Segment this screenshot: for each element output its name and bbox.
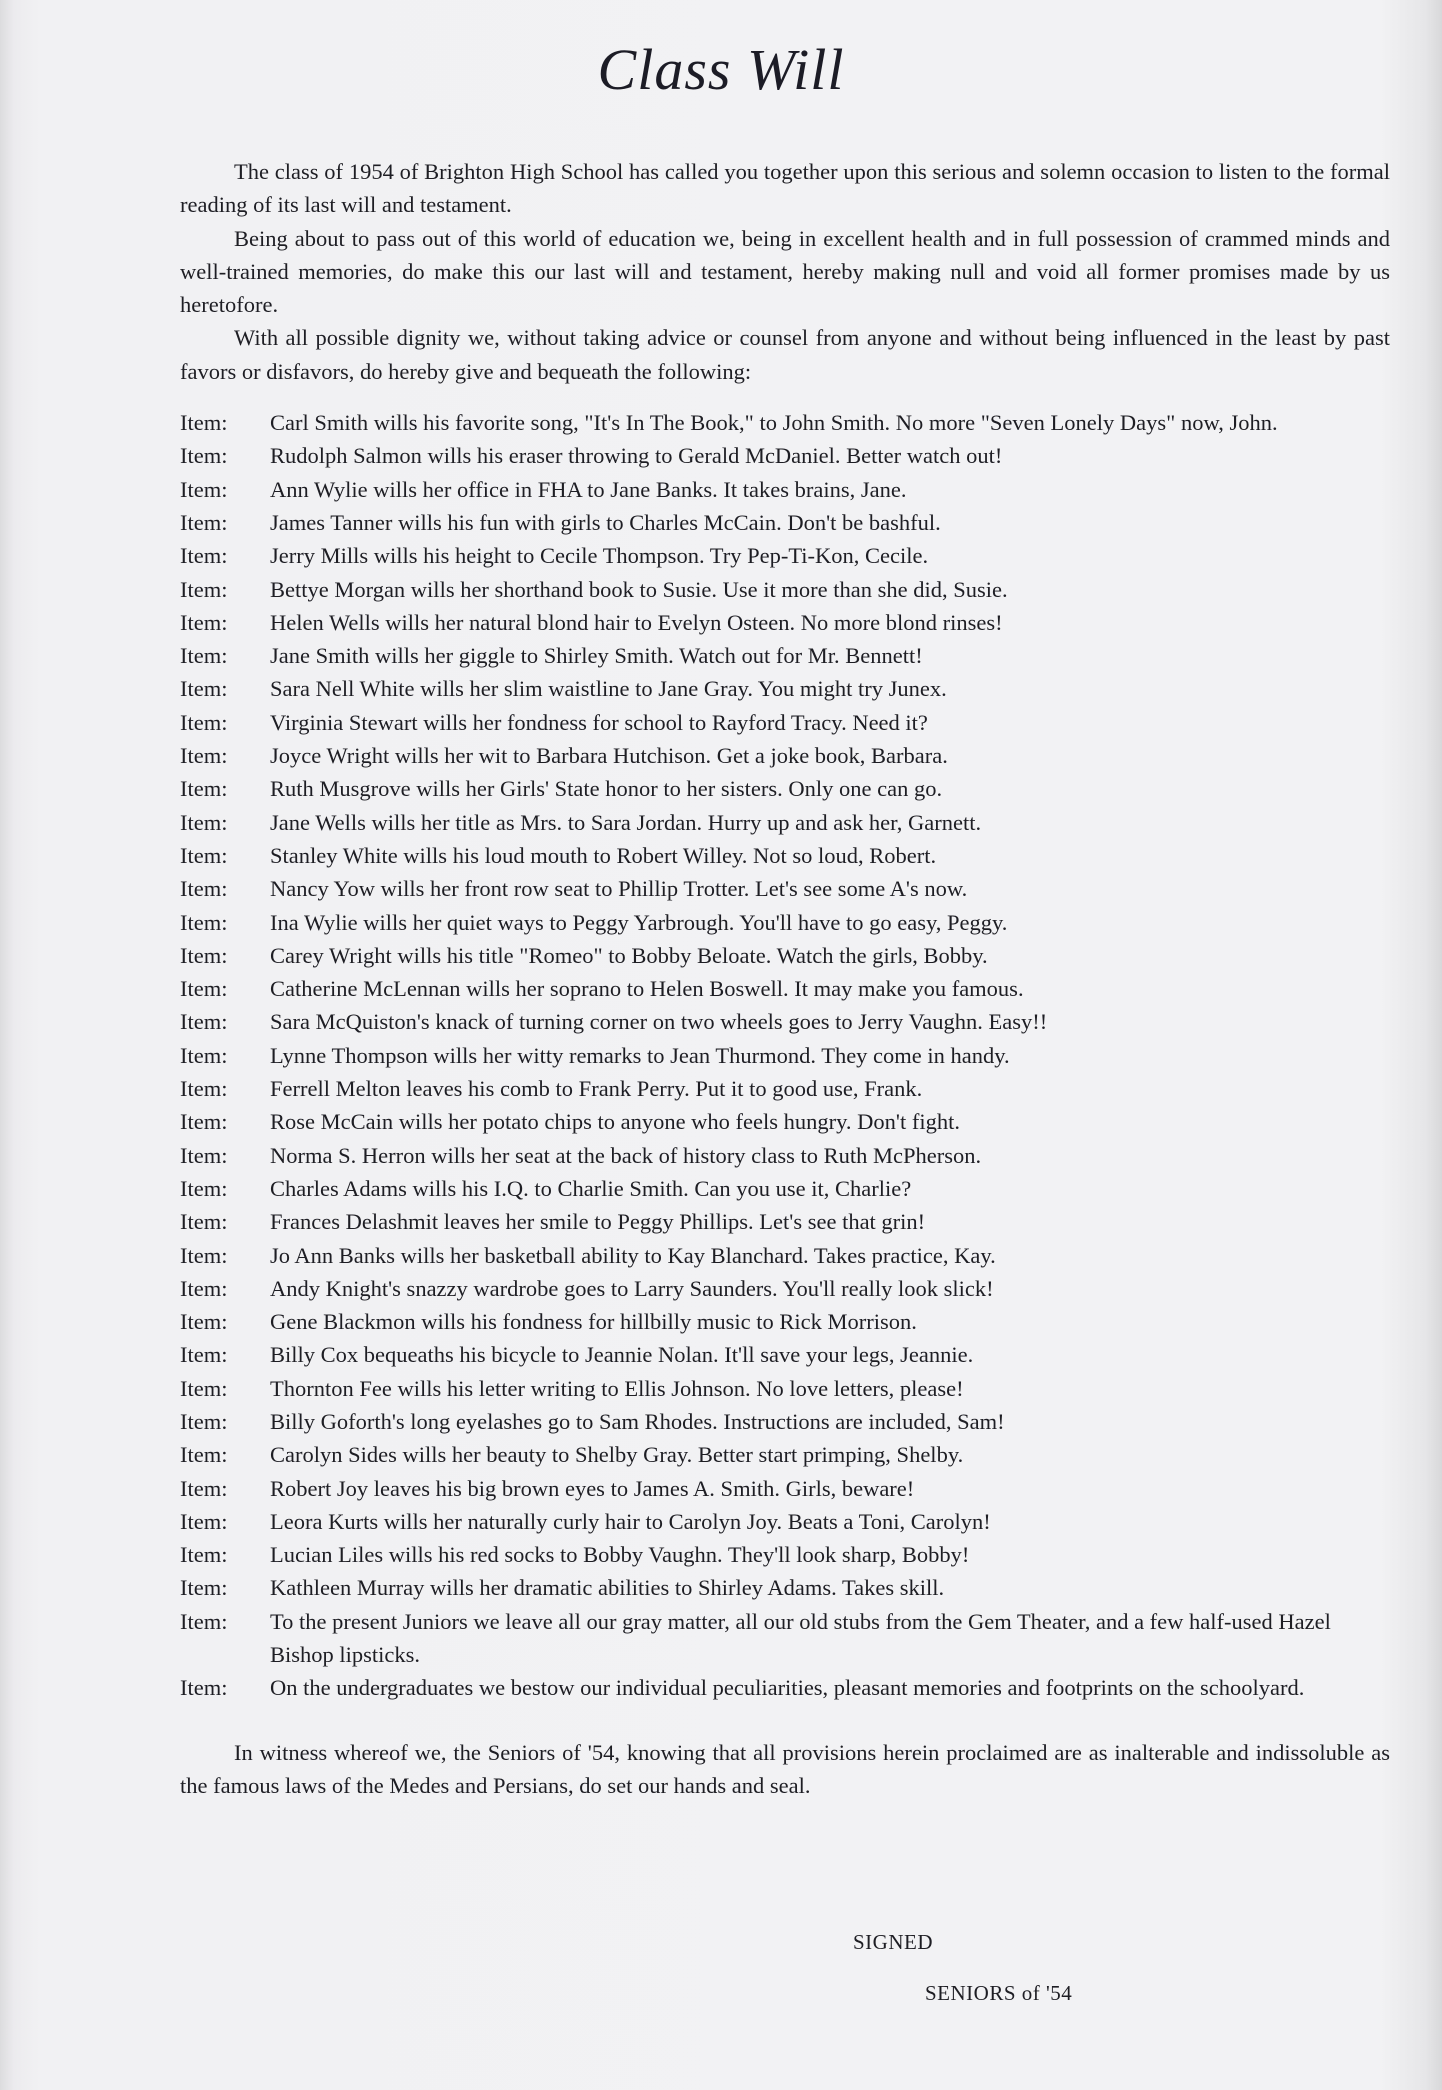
bequest-item [180,1072,1390,1105]
item-label: Item: [180,1076,228,1102]
item-label: Item: [180,643,228,669]
bequest-item [180,573,1390,606]
item-label: Item: [180,410,228,436]
bequest-item [180,1372,1390,1405]
item-label: Item: [180,1675,228,1701]
page-title: Class Will [597,37,845,102]
item-text: Stanley White wills his loud mouth to Robert Willey. Not so loud, Robert. [270,842,937,868]
bequest-item [180,506,1390,539]
bequest-item [180,672,1390,705]
bequest-item [180,1405,1390,1438]
item-text: Sara McQuiston's knack of turning corner on two wheels goes to Jerry Vaughn. Easy!! [270,1009,1048,1035]
item-text: Helen Wells wills her natural blond hair to Evelyn Osteen. No more blond rinses! [270,609,1003,635]
bequest-item [180,1239,1390,1272]
item-text: Norma S. Herron wills her seat at the back of history class to Ruth McPherson. [270,1142,982,1168]
bequest-item [180,1205,1390,1238]
bequest-item [180,1039,1390,1072]
item-text: Virginia Stewart wills her fondness for school to Rayford Tracy. Need it? [270,709,928,735]
intro-paragraph: The class of 1954 of Brighton High School has called you together upon this serious and solemn occasion to listen to the formal reading of its last will and testament. [180,159,1390,218]
bequest-item [180,772,1390,805]
bequest-item [180,906,1390,939]
item-text: Kathleen Murray wills her dramatic abilities to Shirley Adams. Takes skill. [270,1575,945,1601]
item-text: Rose McCain wills her potato chips to anyone who feels hungry. Don't fight. [270,1109,960,1135]
signed-label: SIGNED [853,1930,933,1954]
bequest-item [180,706,1390,739]
item-label: Item: [180,1408,228,1434]
bequest-item [180,1305,1390,1338]
item-text: Sara Nell White wills her slim waistline to Jane Gray. You might try Junex. [270,676,947,702]
item-label: Item: [180,576,228,602]
item-label: Item: [180,1109,228,1135]
item-text: Lynne Thompson wills her witty remarks to Jean Thurmond. They come in handy. [270,1042,1010,1068]
bequest-item [180,839,1390,872]
item-label: Item: [180,1608,228,1634]
document-body [180,155,1390,1802]
bequest-item [180,1272,1390,1305]
bequest-item [180,939,1390,972]
item-label: Item: [180,809,228,835]
item-text: Joyce Wright wills her wit to Barbara Hutchison. Get a joke book, Barbara. [270,743,948,769]
item-text: Carl Smith wills his favorite song, "It's In The Book," to John Smith. No more "Seven Lonely Days" now, John. [270,410,1278,436]
item-label: Item: [180,1275,228,1301]
bequest-item [180,1505,1390,1538]
item-text: Ann Wylie wills her office in FHA to Jane Banks. It takes brains, Jane. [270,476,907,502]
item-label: Item: [180,1508,228,1534]
item-text: Lucian Liles wills his red socks to Bobby Vaughn. They'll look sharp, Bobby! [270,1542,970,1568]
item-text: Leora Kurts wills her naturally curly hair to Carolyn Joy. Beats a Toni, Carolyn! [270,1508,991,1534]
item-text: Jo Ann Banks wills her basketball ability to Kay Blanchard. Takes practice, Kay. [270,1242,996,1268]
item-label: Item: [180,1575,228,1601]
signature: SENIORS of '54 [925,1981,1073,2005]
item-text: Ina Wylie wills her quiet ways to Peggy Yarbrough. You'll have to go easy, Peggy. [270,909,1008,935]
bequest-item [180,1172,1390,1205]
bequest-item [180,539,1390,572]
item-label: Item: [180,1175,228,1201]
item-label: Item: [180,1542,228,1568]
item-label: Item: [180,743,228,769]
item-text: Nancy Yow wills her front row seat to Phillip Trotter. Let's see some A's now. [270,876,968,902]
item-label: Item: [180,443,228,469]
item-text: Jerry Mills wills his height to Cecile Thompson. Try Pep-Ti-Kon, Cecile. [270,543,929,569]
item-text: Jane Smith wills her giggle to Shirley Smith. Watch out for Mr. Bennett! [270,643,923,669]
item-text: Gene Blackmon wills his fondness for hillbilly music to Rick Morrison. [270,1309,917,1335]
bequest-item [180,872,1390,905]
item-text: Carey Wright wills his title "Romeo" to Bobby Beloate. Watch the girls, Bobby. [270,942,988,968]
item-label: Item: [180,676,228,702]
item-text: Bettye Morgan wills her shorthand book to Susie. Use it more than she did, Susie. [270,576,1008,602]
item-label: Item: [180,1475,228,1501]
item-label: Item: [180,976,228,1002]
item-label: Item: [180,1242,228,1268]
item-label: Item: [180,942,228,968]
bequest-item [180,406,1390,439]
bequest-item [180,1538,1390,1571]
bequest-item [180,1438,1390,1471]
bequest-item [180,1005,1390,1038]
item-label: Item: [180,609,228,635]
item-label: Item: [180,842,228,868]
intro-paragraph: With all possible dignity we, without taking advice or counsel from anyone and without being influenced in the least by past favors or disfavors, do hereby give and bequeath the following: [180,325,1390,384]
bequest-item [180,639,1390,672]
item-label: Item: [180,1009,228,1035]
item-text: Thornton Fee wills his letter writing to Ellis Johnson. No love letters, please! [270,1375,964,1401]
item-label: Item: [180,476,228,502]
closing-paragraph: In witness whereof we, the Seniors of '54, knowing that all provisions herein proclaimed are as inalterable and indissoluble as the famous laws of the Medes and Persians, do set our hands and seal. [180,1739,1390,1798]
item-text: Billy Cox bequeaths his bicycle to Jeannie Nolan. It'll save your legs, Jeannie. [270,1342,974,1368]
item-label: Item: [180,1375,228,1401]
bequest-item [180,1338,1390,1371]
bequest-item [180,439,1390,472]
bequest-list [180,406,1390,1705]
item-text: Ruth Musgrove wills her Girls' State honor to her sisters. Only one can go. [270,776,943,802]
item-label: Item: [180,709,228,735]
bequest-item [180,1472,1390,1505]
item-label: Item: [180,1209,228,1235]
item-text: Jane Wells wills her title as Mrs. to Sara Jordan. Hurry up and ask her, Garnett. [270,809,982,835]
item-label: Item: [180,1342,228,1368]
item-text: Charles Adams wills his I.Q. to Charlie Smith. Can you use it, Charlie? [270,1175,912,1201]
item-text: Ferrell Melton leaves his comb to Frank Perry. Put it to good use, Frank. [270,1076,923,1102]
item-label: Item: [180,876,228,902]
item-label: Item: [180,776,228,802]
item-label: Item: [180,1142,228,1168]
item-label: Item: [180,543,228,569]
bequest-item [180,806,1390,839]
item-label: Item: [180,1309,228,1335]
item-text: Billy Goforth's long eyelashes go to Sam Rhodes. Instructions are included, Sam! [270,1408,1005,1434]
item-label: Item: [180,509,228,535]
item-text: Frances Delashmit leaves her smile to Peggy Phillips. Let's see that grin! [270,1209,926,1235]
bequest-item [180,1139,1390,1172]
bequest-item [180,1571,1390,1604]
bequest-item [180,1105,1390,1138]
item-text: On the undergraduates we bestow our individual peculiarities, pleasant memories and footprints on the schoolyard. [270,1675,1305,1701]
item-text: To the present Juniors we leave all our gray matter, all our old stubs from the Gem Theater, and a few half-used Hazel Bishop lipsticks. [270,1608,1331,1668]
item-text: Rudolph Salmon wills his eraser throwing to Gerald McDaniel. Better watch out! [270,443,1003,469]
item-label: Item: [180,1042,228,1068]
bequest-item [180,739,1390,772]
item-text: Andy Knight's snazzy wardrobe goes to Larry Saunders. You'll really look slick! [270,1275,994,1301]
item-label: Item: [180,1442,228,1468]
item-text: Carolyn Sides wills her beauty to Shelby Gray. Better start primping, Shelby. [270,1442,964,1468]
intro-paragraph: Being about to pass out of this world of education we, being in excellent health and in full possession of crammed minds and well-trained memories, do make this our last will and testament, hereby making null and void all former promises made by us heretofore. [180,225,1390,318]
item-text: James Tanner wills his fun with girls to Charles McCain. Don't be bashful. [270,509,941,535]
bequest-item [180,473,1390,506]
item-text: Robert Joy leaves his big brown eyes to James A. Smith. Girls, beware! [270,1475,915,1501]
bequest-item [180,972,1390,1005]
bequest-item [180,1671,1390,1704]
bequest-item [180,1605,1390,1672]
item-text: Catherine McLennan wills her soprano to Helen Boswell. It may make you famous. [270,976,1024,1002]
item-label: Item: [180,909,228,935]
bequest-item [180,606,1390,639]
